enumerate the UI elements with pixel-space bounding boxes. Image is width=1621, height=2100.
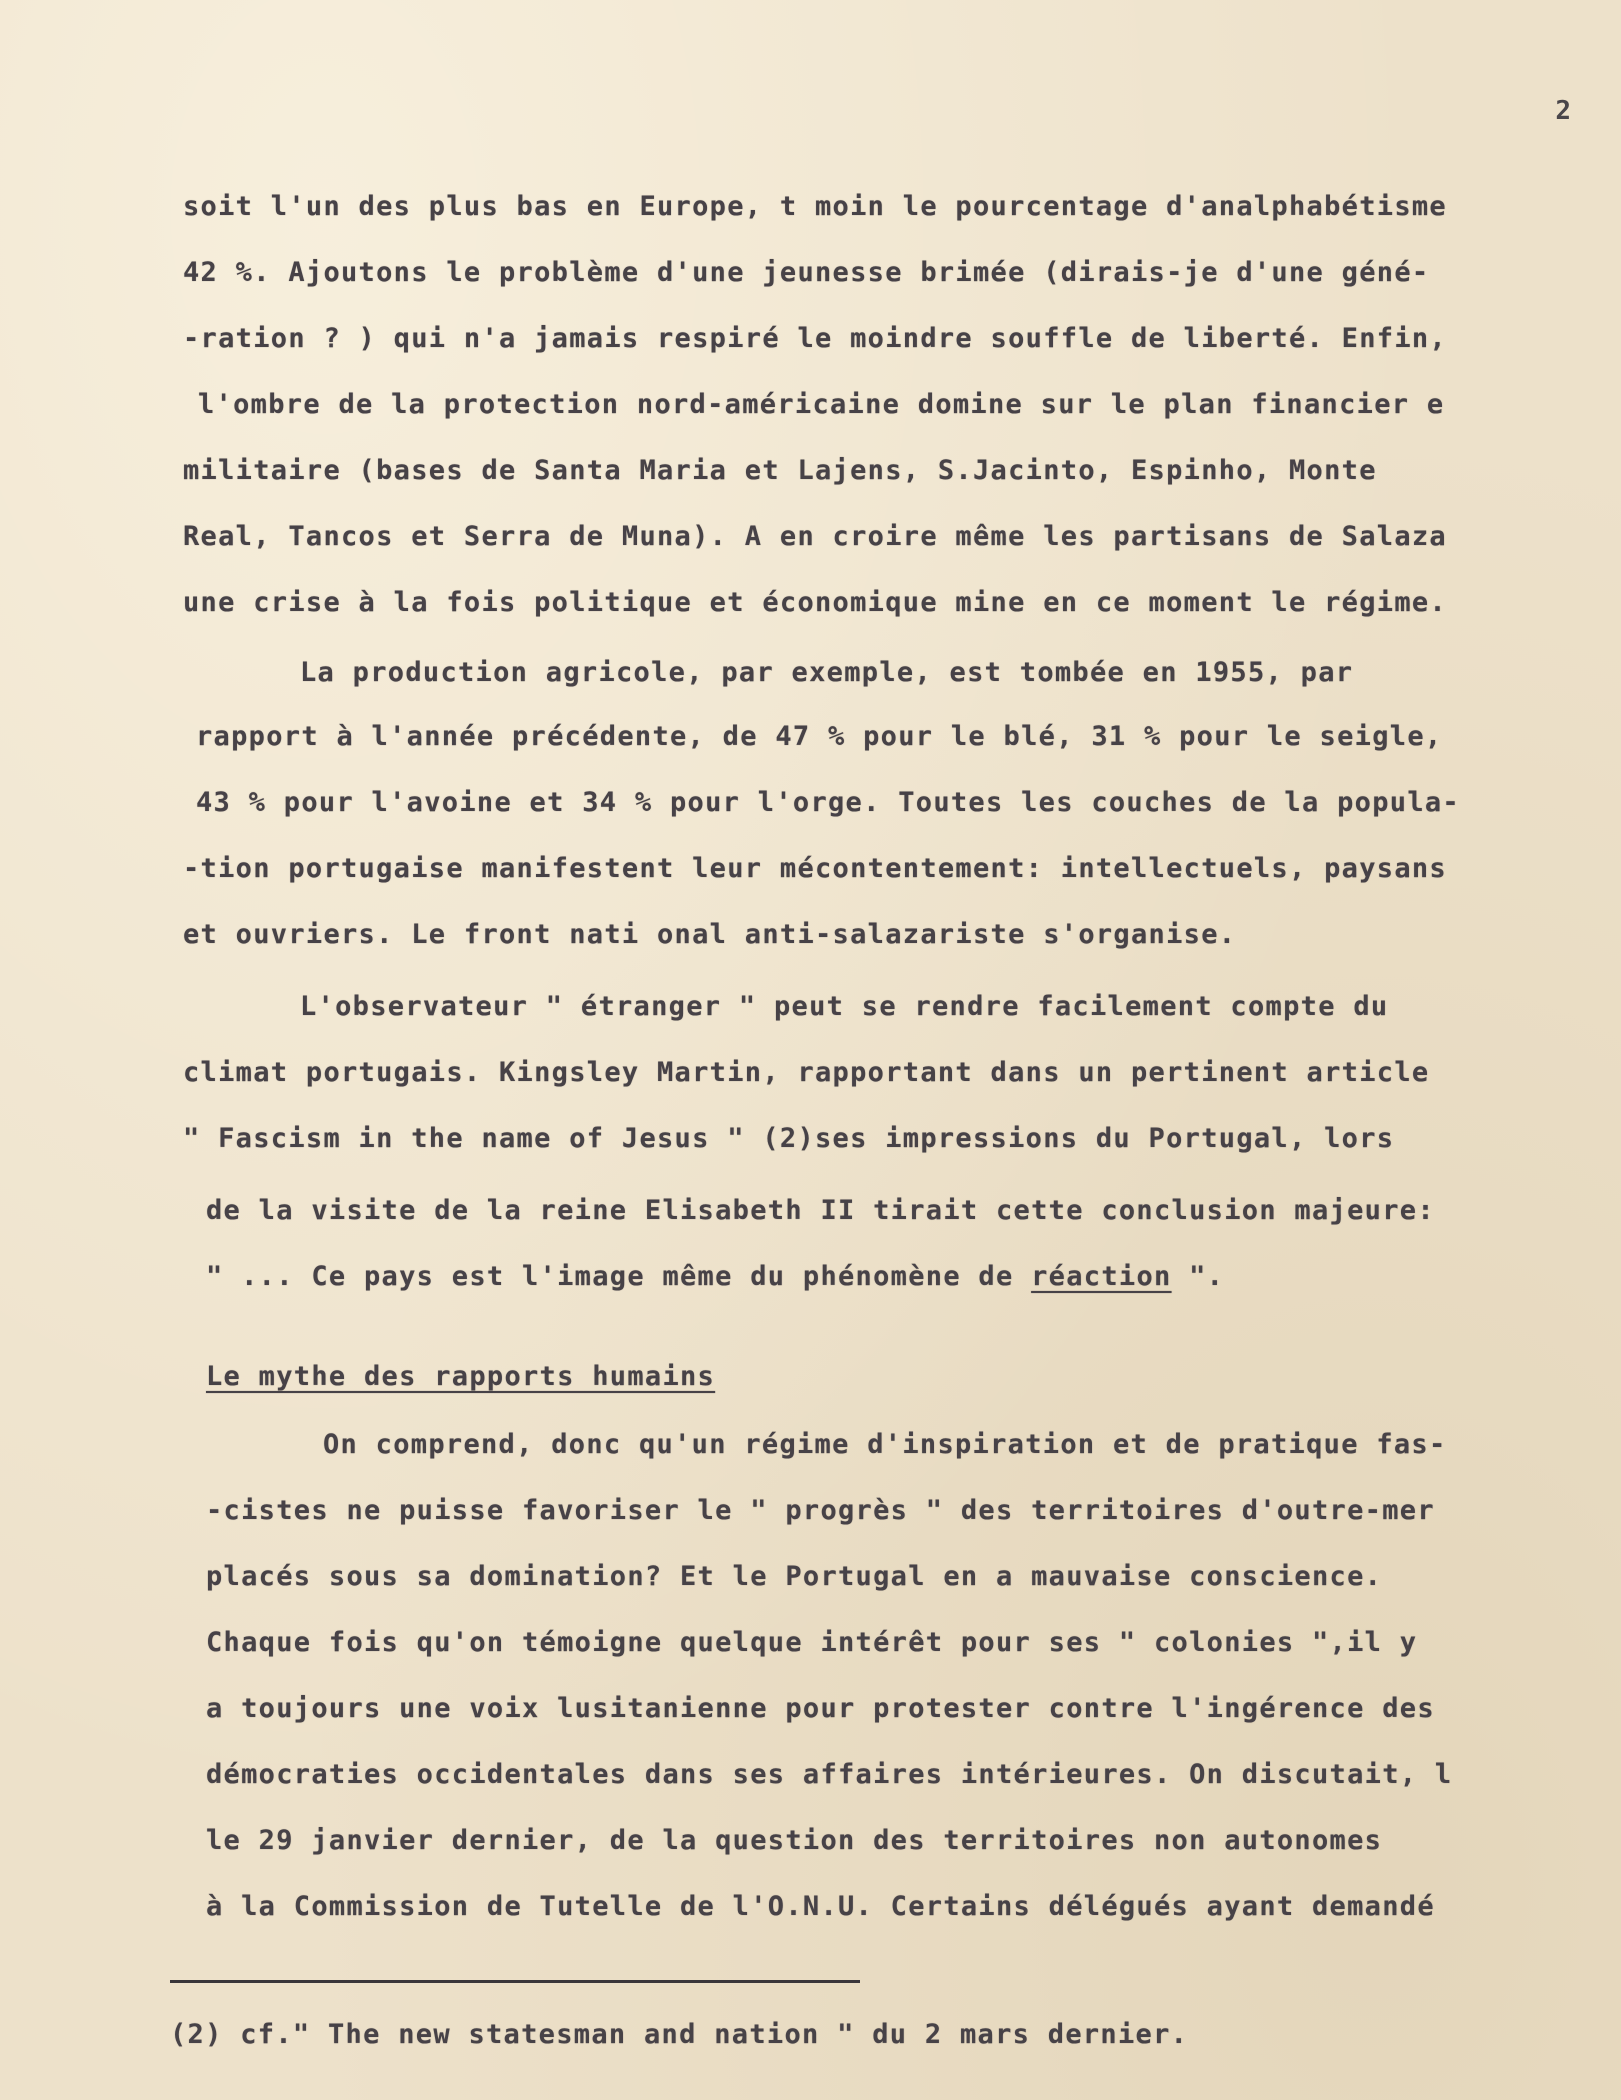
- text-line: La production agricole, par exemple, est tombée en 1955, par: [300, 657, 1354, 688]
- text-line: 43 % pour l'avoine et 34 % pour l'orge. Toutes les couches de la popula-: [196, 787, 1460, 818]
- quote-text: " ... Ce pays est l'image même du phénomène de: [206, 1261, 1032, 1292]
- text-line: L'observateur " étranger " peut se rendre facilement compte du: [300, 991, 1389, 1022]
- text-line: rapport à l'année précédente, de 47 % pour le blé, 31 % pour le seigle,: [196, 721, 1443, 752]
- text-line: a toujours une voix lusitanienne pour protester contre l'ingérence des: [206, 1693, 1435, 1724]
- text-line: soit l'un des plus bas en Europe, t moin le pourcentage d'analphabétisme: [183, 191, 1447, 222]
- text-line: -cistes ne puisse favoriser le " progrès " des territoires d'outre-mer: [206, 1495, 1435, 1526]
- underlined-word: réaction: [1031, 1261, 1172, 1292]
- text-line: militaire (bases de Santa Maria et Lajens, S.Jacinto, Espinho, Monte: [183, 455, 1377, 486]
- text-line: et ouvriers. Le front nati onal anti-salazariste s'organise.: [183, 919, 1237, 950]
- text-line: placés sous sa domination? Et le Portugal en a mauvaise conscience.: [206, 1561, 1383, 1592]
- text-line: -ration ? ) qui n'a jamais respiré le moindre souffle de liberté. Enfin,: [183, 323, 1447, 354]
- text-line: climat portugais. Kingsley Martin, rapportant dans un pertinent article: [183, 1057, 1430, 1088]
- text-line: On comprend, donc qu'un régime d'inspiration et de pratique fas-: [323, 1429, 1447, 1460]
- text-line: " Fascism in the name of Jesus " (2)ses impressions du Portugal, lors: [183, 1123, 1395, 1154]
- section-heading: Le mythe des rapports humains: [206, 1361, 716, 1392]
- text-line: à la Commission de Tutelle de l'O.N.U. Certains délégués ayant demandé: [206, 1891, 1435, 1922]
- footnote-divider: [170, 1980, 860, 1983]
- footnote: (2) cf." The new statesman and nation " du 2 mars dernier.: [170, 2019, 1189, 2050]
- text-line: Real, Tancos et Serra de Muna). A en croire même les partisans de Salaza: [183, 521, 1447, 552]
- text-line: l'ombre de la protection nord-américaine domine sur le plan financier e: [198, 389, 1445, 420]
- text-line: 42 %. Ajoutons le problème d'une jeunesse brimée (dirais-je d'une géné-: [183, 257, 1430, 288]
- text-line: Chaque fois qu'on témoigne quelque intérêt pour ses " colonies ",il y: [206, 1627, 1418, 1658]
- text-line: -tion portugaise manifestent leur mécontentement: intellectuels, paysans: [183, 853, 1447, 884]
- text-line: le 29 janvier dernier, de la question des territoires non autonomes: [206, 1825, 1383, 1856]
- text-line: une crise à la fois politique et économique mine en ce moment le régime.: [183, 587, 1447, 618]
- quote-end: ".: [1171, 1261, 1225, 1292]
- text-line: de la visite de la reine Elisabeth II tirait cette conclusion majeure:: [206, 1195, 1435, 1226]
- page-number: 2: [1555, 96, 1571, 126]
- quote-line: [206, 1260, 1224, 1294]
- text-line: démocraties occidentales dans ses affaires intérieures. On discutait, l: [206, 1759, 1453, 1790]
